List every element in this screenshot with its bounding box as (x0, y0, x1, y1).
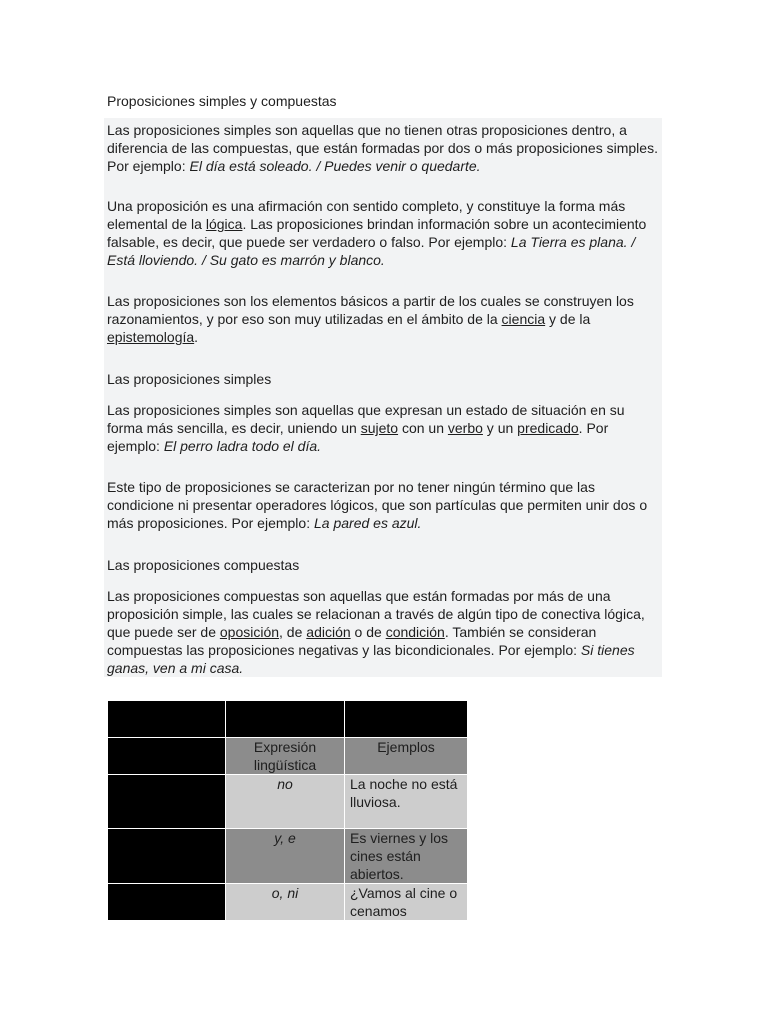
link-verbo[interactable]: verbo (447, 420, 483, 436)
document-title: Proposiciones simples y compuestas (107, 93, 337, 109)
table-cell (108, 738, 226, 775)
column-header-ejemplos: Ejemplos (345, 738, 468, 775)
paragraph-text: . Por ejemplo: (107, 420, 609, 454)
table-cell-example: La noche no está lluviosa. (345, 775, 468, 829)
paragraph-text: Las proposiciones simples son aquellas que no tienen otras proposiciones dentro, a diferencia de las compuestas, que están formadas por dos o más proposiciones simples. Por ejemplo: (107, 122, 658, 174)
paragraph-text: Las proposiciones son los elementos básicos a partir de los cuales se construyen los razonamientos, y por eso son muy utilizadas en el ámbito de la (107, 293, 634, 327)
table-header-row (108, 738, 468, 775)
paragraph-definition (107, 197, 659, 269)
table-cell-expression (226, 884, 345, 921)
paragraph-elements (107, 292, 659, 346)
table-header-row-blank (108, 701, 468, 738)
example-text: La pared es azul. (314, 515, 422, 531)
example-text: Si tienes ganas, ven a mi casa. (107, 642, 635, 676)
table-cell (108, 701, 226, 738)
heading-simples: Las proposiciones simples (107, 371, 272, 387)
column-header-expresion: Expresión lingüística (226, 738, 345, 775)
table-cell (226, 701, 345, 738)
paragraph-operadores (107, 478, 659, 532)
table-cell (108, 884, 226, 921)
paragraph-simples (107, 401, 659, 455)
link-logica[interactable]: lógica (205, 216, 243, 232)
table-row (108, 884, 468, 921)
link-adicion[interactable]: adición (306, 624, 351, 640)
paragraph-text: . Las proposiciones brindan información sobre un acontecimiento falsable, es decir, que puede ser verdadero o falso. Por ejemplo: (107, 216, 647, 250)
paragraph-text: con un (398, 420, 448, 436)
paragraph-compuestas (107, 587, 659, 677)
table-cell (345, 701, 468, 738)
link-epistemologia[interactable]: epistemología (107, 329, 195, 345)
example-text: El día está soleado. / Puedes venir o quedarte. (189, 158, 481, 174)
paragraph-text: y de la (545, 311, 591, 327)
table-cell (108, 775, 226, 829)
paragraph-text: Las proposiciones simples son aquellas que expresan un estado de situación en su forma más sencilla, es decir, uniendo un (107, 402, 625, 436)
table-row (108, 775, 468, 829)
paragraph-text: Este tipo de proposiciones se caracterizan por no tener ningún término que las condicione ni presentar operadores lógicos, que son partículas que permiten unir dos o más proposiciones. Por ejemplo: (107, 479, 648, 531)
example-text: El perro ladra todo el día. (163, 438, 322, 454)
link-sujeto[interactable]: sujeto (360, 420, 399, 436)
paragraph-text: Una proposición es una afirmación con sentido completo, y constituye la forma más elemental de la (107, 198, 626, 232)
paragraph-text: y un (482, 420, 518, 436)
table-cell (108, 829, 226, 884)
heading-compuestas: Las proposiciones compuestas (107, 557, 300, 573)
example-text: La Tierra es plana. / Está lloviendo. / Su gato es marrón y blanco. (107, 234, 636, 268)
expression-text: y, e (274, 830, 296, 846)
paragraph-text: Las proposiciones compuestas son aquellas que están formadas por más de una proposición simple, las cuales se relacionan a través de algún tipo de conectiva lógica, que puede ser de (107, 588, 645, 640)
paragraph-intro (107, 121, 659, 175)
table-cell-expression (226, 829, 345, 884)
link-oposicion[interactable]: oposición (219, 624, 280, 640)
link-condicion[interactable]: condición (385, 624, 445, 640)
link-ciencia[interactable]: ciencia (501, 311, 546, 327)
paragraph-text: o de (350, 624, 386, 640)
operators-table (107, 700, 468, 921)
paragraph-text: , de (279, 624, 307, 640)
link-predicado[interactable]: predicado (517, 420, 579, 436)
table-cell-expression (226, 775, 345, 829)
table-cell-example: Es viernes y los cines están abiertos. (345, 829, 468, 884)
expression-text: o, ni (271, 885, 299, 901)
table-row (108, 829, 468, 884)
expression-text: no (277, 776, 293, 792)
paragraph-text: . (194, 329, 199, 345)
paragraph-text: . También se consideran compuestas las proposiciones negativas y las bicondicionales. Por ejemplo: (107, 624, 597, 658)
table-cell-example: ¿Vamos al cine o cenamos (345, 884, 468, 921)
